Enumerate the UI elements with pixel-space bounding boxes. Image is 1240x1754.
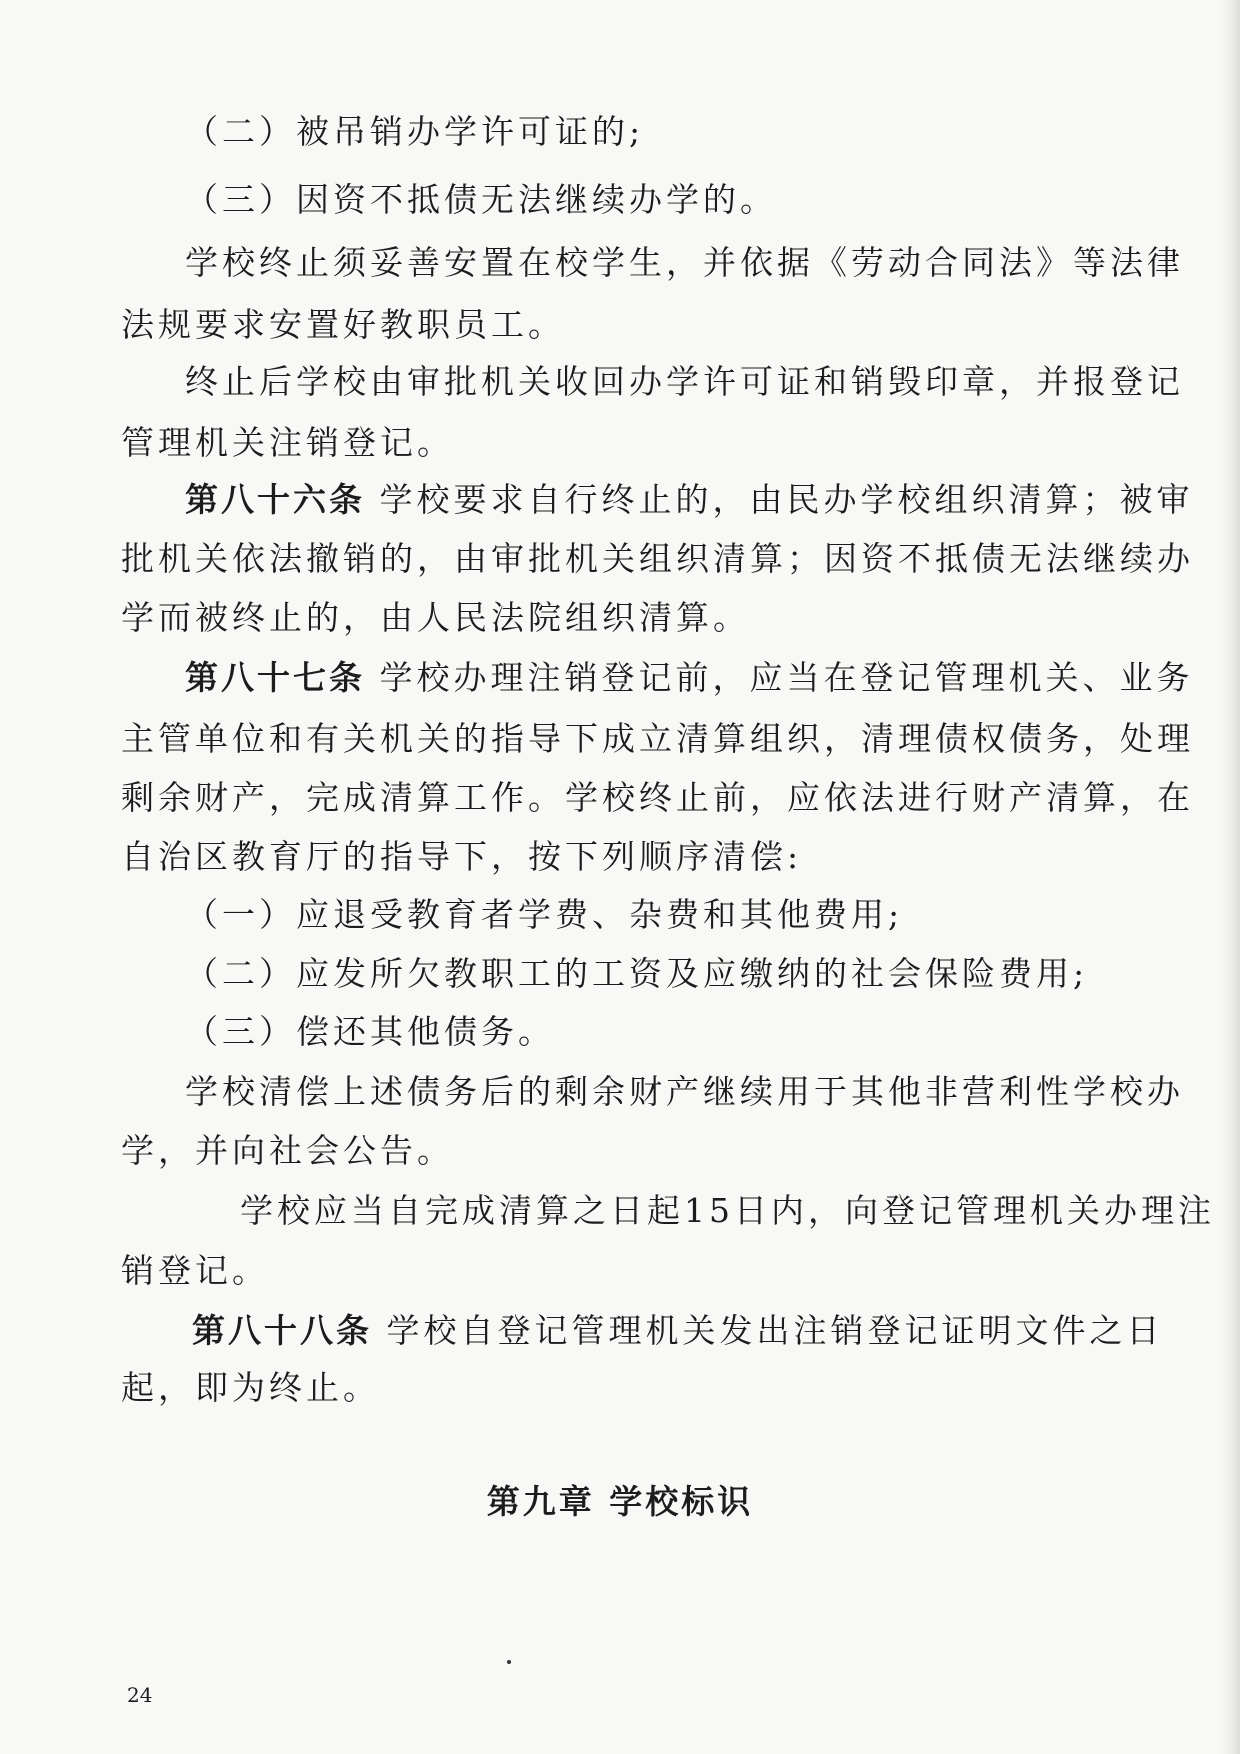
paragraph-line: 学而被终止的，由人民法院组织清算。 <box>121 598 750 637</box>
page-number: 24 <box>127 1683 153 1707</box>
article-86-text: 学校要求自行终止的，由民办学校组织清算；被审 <box>379 480 1194 519</box>
article-87-title: 第八十七条 <box>185 658 365 697</box>
list-item-2: （二）应发所欠教职工的工资及应缴纳的社会保险费用; <box>185 954 1089 993</box>
paragraph-line: 管理机关注销登记。 <box>121 423 454 462</box>
article-86-title: 第八十六条 <box>185 480 365 519</box>
list-item-3: （三）因资不抵债无法继续办学的。 <box>185 180 777 219</box>
article-86-line <box>185 478 1194 522</box>
article-87-text: 学校办理注销登记前，应当在登记管理机关、业务 <box>379 658 1194 697</box>
article-87-line <box>185 656 1194 700</box>
paragraph-line: 学，并向社会公告。 <box>121 1131 454 1170</box>
list-item-1: （一）应退受教育者学费、杂费和其他费用; <box>185 895 904 934</box>
paragraph-line: 终止后学校由审批机关收回办学许可证和销毁印章，并报登记 <box>185 362 1184 401</box>
list-item-2: （二）被吊销办学许可证的; <box>185 112 645 151</box>
paragraph-line: 自治区教育厅的指导下，按下列顺序清偿: <box>121 837 803 876</box>
scan-dot <box>507 1660 511 1664</box>
paragraph-line: 学校应当自完成清算之日起15日内，向登记管理机关办理注 <box>240 1191 1215 1230</box>
article-88-line <box>192 1309 1164 1353</box>
article-88-title: 第八十八条 <box>192 1311 372 1350</box>
paragraph-line: 法规要求安置好教职员工。 <box>121 305 565 344</box>
article-88-text: 学校自登记管理机关发出注销登记证明文件之日 <box>386 1311 1164 1350</box>
paragraph-line: 起，即为终止。 <box>121 1368 380 1407</box>
paragraph-line: 学校清偿上述债务后的剩余财产继续用于其他非营利性学校办 <box>185 1072 1184 1111</box>
paragraph-line: 批机关依法撤销的，由审批机关组织清算；因资不抵债无法继续办 <box>121 539 1194 578</box>
chapter-title: 第九章 学校标识 <box>486 1482 754 1521</box>
paragraph-line: 销登记。 <box>121 1251 269 1290</box>
list-item-3: （三）偿还其他债务。 <box>185 1012 555 1051</box>
paragraph-line: 学校终止须妥善安置在校学生，并依据《劳动合同法》等法律 <box>185 243 1184 282</box>
paragraph-line: 剩余财产，完成清算工作。学校终止前，应依法进行财产清算，在 <box>121 778 1194 817</box>
paragraph-line: 主管单位和有关机关的指导下成立清算组织，清理债权债务，处理 <box>121 719 1194 758</box>
